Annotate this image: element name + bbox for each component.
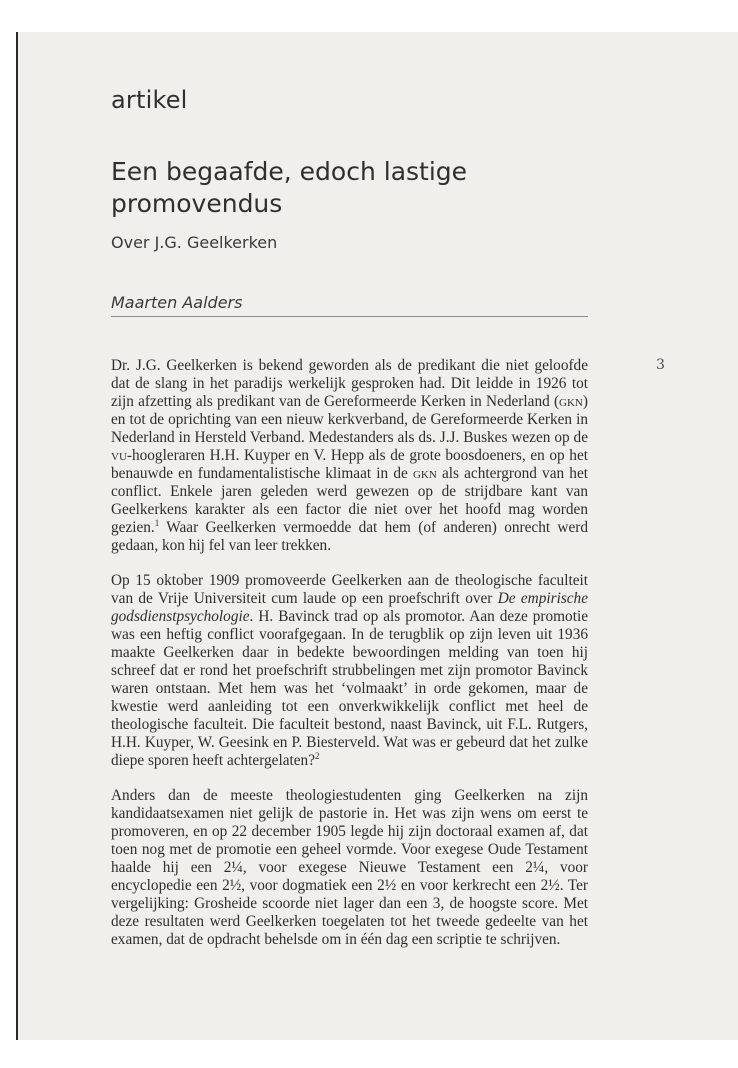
abbr-vu: vu: [111, 447, 127, 464]
p3-text-a: Anders dan de meeste theologiestudenten ging Geelkerken na zijn kandidaatsexamen niet gelijk de pastorie in. Het was zijn wens om eerst te promoveren, en op 22 december 1905 legde hij zijn doctoraal examen af, dat toen nog met de promotie een geheel vormde. Voor exegese Oude Testament haalde hij een 2¼, voor exegese Nieuwe Testament een 2¼, voor encyclopedie een 2½, voor dogmatiek een 2½ en voor kerkrecht een 2½. Ter vergelijking: Grosheide scoorde niet lager dan een 3, de hoogste score. Met deze resultaten werd Geelkerken toegelaten tot het tweede gedeelte van het examen, dat de opdracht behelsde om in één dag een scriptie te schrijven.: [111, 787, 588, 948]
paragraph-2: [111, 572, 588, 770]
p1-text-d: als achtergrond van het conflict. Enkele jaren geleden werd gewezen op de strijdbare kant van Geelkerkens karakter als een factor die niet over het hoofd mag worden gezien.: [111, 465, 588, 536]
article-subtitle: Over J.G. Geelkerken: [111, 233, 278, 252]
author-rule: [111, 316, 588, 317]
footnote-ref-2[interactable]: 2: [315, 750, 320, 761]
section-label: artikel: [111, 86, 188, 114]
p1-text-a: Dr. J.G. Geelkerken is bekend geworden als de predikant die niet geloofde dat de slang in het paradijs werkelijk gesproken had. Dit leidde in 1926 tot zijn afzetting als predikant van de Gereformeerde Kerken in Nederland (: [111, 357, 588, 410]
binding-edge: [16, 32, 18, 1040]
article-title: Een begaafde, edoch lastige promovendus: [111, 157, 468, 218]
paragraph-1: [111, 357, 588, 555]
p1-text-e: Waar Geelkerken vermoedde dat hem (of anderen) onrecht werd gedaan, kon hij fel van leer trekken.: [111, 519, 588, 554]
p1-text-c: -hoogleraren H.H. Kuyper en V. Hepp als de grote boosdoeners, en op het benauwde en fundamentalistische klimaat in de: [111, 447, 588, 482]
page-number: 3: [656, 357, 665, 373]
author-name: Maarten Aalders: [111, 293, 243, 312]
paragraph-3: [111, 787, 588, 949]
abbr-gkn: gkn: [412, 465, 437, 482]
abbr-gkn: gkn: [559, 393, 583, 410]
p1-text-b: ) en tot de oprichting van een nieuw kerkverband, de Gereformeerde Kerken in Nederland in Hersteld Verband. Medestanders als ds. J.J. Buskes wezen op de: [111, 393, 588, 446]
p2-text-a: Op 15 oktober 1909 promoveerde Geelkerken aan de theologische faculteit van de Vrije Universiteit cum laude op een proefschrift over: [111, 572, 588, 607]
book-title: De empirische godsdienstpsychologie: [111, 590, 588, 625]
p2-text-b: . H. Bavinck trad op als promotor. Aan deze promotie was een heftig conflict voorafgegaan. In de terugblik op zijn leven uit 1936 maakte Geelkerken daar in bedekte bewoordingen melding van toen hij schreef dat er rond het proefschrift strubbelingen met zijn promotor Bavinck waren ontstaan. Met hem was het ‘volmaakt’ in orde gekomen, maar de kwestie werd aanleiding tot een onverkwikkelijk conflict met heel de theologische faculteit. Die faculteit bestond, naast Bavinck, uit F.L. Rutgers, H.H. Kuyper, W. Geesink en P. Biesterveld. Wat was er gebeurd dat het zulke diepe sporen heeft achtergelaten?: [111, 608, 588, 769]
footnote-ref-1[interactable]: 1: [154, 517, 160, 528]
article-body: [111, 357, 588, 949]
